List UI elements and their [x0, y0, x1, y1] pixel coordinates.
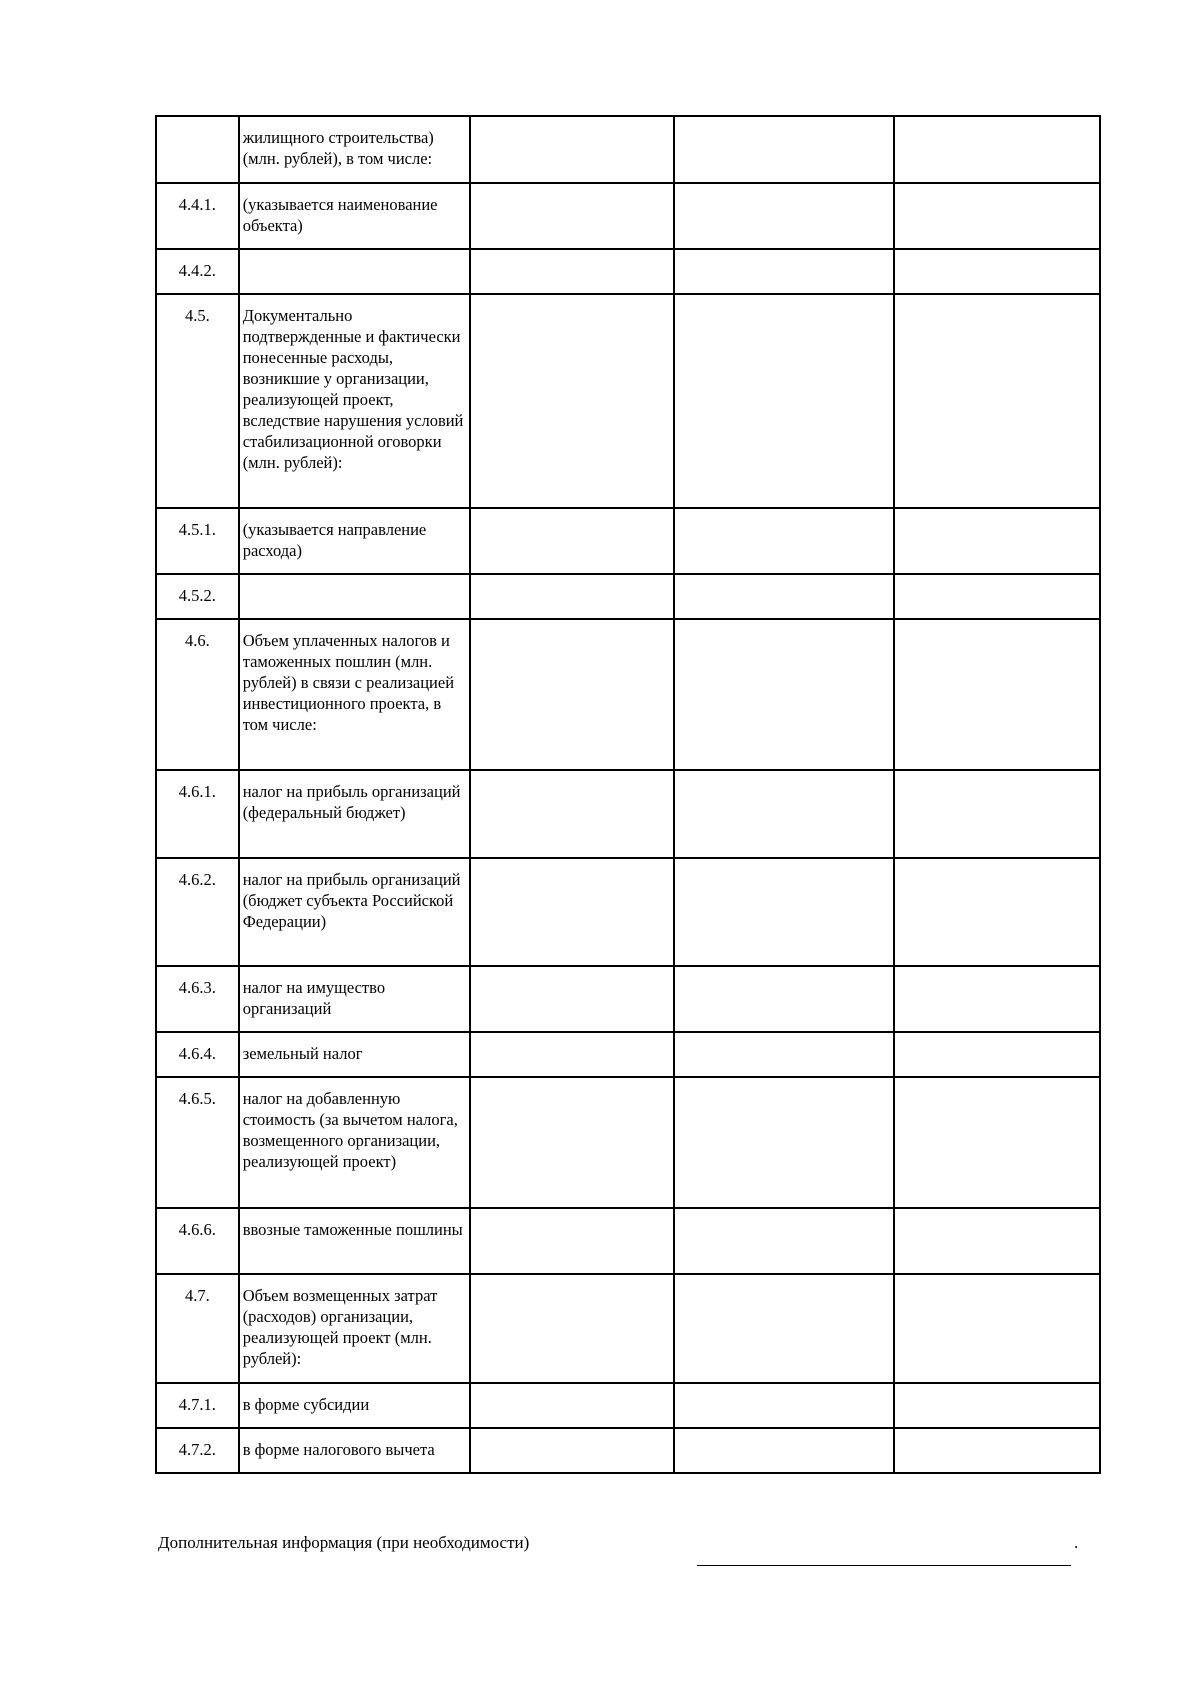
value-cell[interactable]	[894, 1274, 1100, 1383]
value-cell[interactable]	[674, 116, 894, 183]
row-description: Объем возмещенных затрат (расходов) организации, реализующей проект (млн. рублей):	[239, 1274, 470, 1383]
row-number: 4.6.6.	[156, 1208, 239, 1274]
value-cell[interactable]	[470, 574, 675, 619]
row-description: налог на добавленную стоимость (за вычетом налога, возмещенного организации, реализующей проект)	[239, 1077, 470, 1208]
row-number: 4.6.4.	[156, 1032, 239, 1077]
additional-info-label: Дополнительная информация (при необходимости)	[158, 1533, 530, 1552]
value-cell[interactable]	[674, 1077, 894, 1208]
value-cell[interactable]	[674, 1274, 894, 1383]
value-cell[interactable]	[470, 508, 675, 574]
value-cell[interactable]	[894, 1077, 1100, 1208]
row-number: 4.7.	[156, 1274, 239, 1383]
row-description	[239, 249, 470, 294]
value-cell[interactable]	[470, 1032, 675, 1077]
value-cell[interactable]	[894, 966, 1100, 1032]
value-cell[interactable]	[894, 1032, 1100, 1077]
value-cell[interactable]	[470, 1208, 675, 1274]
row-description: налог на прибыль организаций (бюджет субъекта Российской Федерации)	[239, 858, 470, 966]
value-cell[interactable]	[674, 249, 894, 294]
row-number: 4.4.1.	[156, 183, 239, 249]
row-number: 4.7.1.	[156, 1383, 239, 1428]
value-cell[interactable]	[674, 770, 894, 858]
value-cell[interactable]	[894, 1383, 1100, 1428]
value-cell[interactable]	[894, 1208, 1100, 1274]
value-cell[interactable]	[894, 183, 1100, 249]
table-row	[156, 116, 1100, 183]
value-cell[interactable]	[894, 294, 1100, 508]
indicator-table	[155, 115, 1101, 1474]
row-number: 4.7.2.	[156, 1428, 239, 1473]
value-cell[interactable]	[894, 249, 1100, 294]
value-cell[interactable]	[674, 619, 894, 770]
row-description: в форме налогового вычета	[239, 1428, 470, 1473]
value-cell[interactable]	[470, 249, 675, 294]
value-cell[interactable]	[470, 1383, 675, 1428]
row-description: жилищного строительства) (млн. рублей), в том числе:	[239, 116, 470, 183]
value-cell[interactable]	[470, 183, 675, 249]
value-cell[interactable]	[674, 858, 894, 966]
table-row	[156, 1383, 1100, 1428]
table-row	[156, 1077, 1100, 1208]
row-number: 4.5.1.	[156, 508, 239, 574]
row-description: налог на прибыль организаций (федеральный бюджет)	[239, 770, 470, 858]
table-row	[156, 858, 1100, 966]
row-description: (указывается наименование объекта)	[239, 183, 470, 249]
value-cell[interactable]	[674, 1383, 894, 1428]
value-cell[interactable]	[470, 294, 675, 508]
value-cell[interactable]	[674, 294, 894, 508]
value-cell[interactable]	[894, 858, 1100, 966]
additional-info-input-line[interactable]	[697, 1565, 1071, 1566]
table-row	[156, 1032, 1100, 1077]
row-number: 4.5.	[156, 294, 239, 508]
value-cell[interactable]	[894, 1428, 1100, 1473]
value-cell[interactable]	[470, 1077, 675, 1208]
value-cell[interactable]	[894, 770, 1100, 858]
value-cell[interactable]	[674, 966, 894, 1032]
value-cell[interactable]	[674, 1208, 894, 1274]
row-number: 4.6.3.	[156, 966, 239, 1032]
row-description: ввозные таможенные пошлины	[239, 1208, 470, 1274]
table-row	[156, 619, 1100, 770]
row-description: Документально подтвержденные и фактически понесенные расходы, возникшие у организации, реализующей проект, вследствие нарушения условий стабилизационной оговорки (млн. рублей):	[239, 294, 470, 508]
value-cell[interactable]	[894, 574, 1100, 619]
value-cell[interactable]	[674, 508, 894, 574]
table-row	[156, 1208, 1100, 1274]
end-mark: .	[1074, 1533, 1079, 1552]
row-number: 4.6.5.	[156, 1077, 239, 1208]
row-description: в форме субсидии	[239, 1383, 470, 1428]
value-cell[interactable]	[674, 1032, 894, 1077]
table-row	[156, 183, 1100, 249]
row-number	[156, 116, 239, 183]
row-number: 4.6.1.	[156, 770, 239, 858]
value-cell[interactable]	[470, 116, 675, 183]
row-description: Объем уплаченных налогов и таможенных пошлин (млн. рублей) в связи с реализацией инвестиционного проекта, в том числе:	[239, 619, 470, 770]
value-cell[interactable]	[674, 574, 894, 619]
row-description	[239, 574, 470, 619]
table-row	[156, 966, 1100, 1032]
value-cell[interactable]	[470, 1428, 675, 1473]
value-cell[interactable]	[470, 966, 675, 1032]
row-description: земельный налог	[239, 1032, 470, 1077]
row-description: (указывается направление расхода)	[239, 508, 470, 574]
value-cell[interactable]	[470, 619, 675, 770]
value-cell[interactable]	[470, 858, 675, 966]
value-cell[interactable]	[894, 116, 1100, 183]
value-cell[interactable]	[674, 183, 894, 249]
table-row	[156, 294, 1100, 508]
value-cell[interactable]	[894, 508, 1100, 574]
row-number: 4.4.2.	[156, 249, 239, 294]
table-row	[156, 1428, 1100, 1473]
table-row	[156, 1274, 1100, 1383]
value-cell[interactable]	[674, 1428, 894, 1473]
row-number: 4.5.2.	[156, 574, 239, 619]
table-row	[156, 574, 1100, 619]
row-number: 4.6.2.	[156, 858, 239, 966]
table-row	[156, 770, 1100, 858]
value-cell[interactable]	[894, 619, 1100, 770]
table-row	[156, 249, 1100, 294]
row-number: 4.6.	[156, 619, 239, 770]
table-row	[156, 508, 1100, 574]
row-description: налог на имущество организаций	[239, 966, 470, 1032]
value-cell[interactable]	[470, 770, 675, 858]
value-cell[interactable]	[470, 1274, 675, 1383]
